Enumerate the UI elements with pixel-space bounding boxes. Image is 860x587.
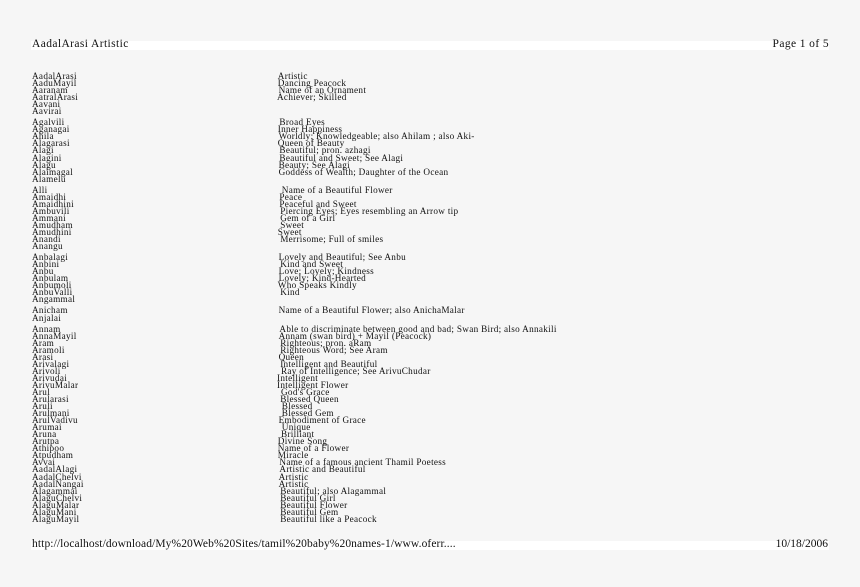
meaning-cell: Peace — [279, 191, 303, 202]
list-item — [32, 323, 832, 334]
meaning-cell: Able to discriminate between good and bad; Swan Bird; also Annakili — [279, 323, 557, 334]
meaning-cell: Miracle — [277, 450, 309, 461]
meaning-cell: Divine Song — [277, 436, 328, 447]
name-cell: Arulmani — [32, 408, 70, 419]
list-item — [32, 344, 832, 355]
meaning-cell: Worldly; Knowledgeable; also Ahilam ; also Aki- — [278, 131, 475, 142]
list-item — [32, 330, 832, 341]
meaning-cell: Intelligent and Beautiful — [280, 358, 378, 369]
name-cell: Aramoli — [32, 344, 65, 355]
name-cell: Aavirai — [32, 106, 62, 117]
list-item — [32, 282, 832, 289]
name-cell: Amudhini — [32, 226, 72, 237]
name-cell: Ahila — [32, 131, 54, 142]
list-item — [32, 478, 832, 489]
meaning-cell: Queen — [278, 351, 305, 362]
list-item — [32, 205, 832, 216]
name-cell: Aaranam — [32, 85, 68, 96]
name-cell: AnbuValli — [32, 287, 73, 298]
list-item — [32, 184, 832, 195]
list-item — [32, 94, 832, 101]
list-item — [32, 80, 832, 87]
meaning-cell: Sweet — [277, 226, 302, 237]
name-cell: ArulVadivu — [32, 415, 78, 426]
name-cell: Amudham — [32, 219, 73, 230]
name-cell: AadalNangai — [32, 478, 84, 489]
meaning-cell: Gem of a Girl — [280, 212, 336, 223]
meaning-cell: Inner Happiness — [277, 124, 343, 135]
list-item — [32, 466, 832, 473]
name-cell: AnnaMayil — [32, 330, 77, 341]
list-item — [32, 417, 832, 424]
name-cell: Amaidhini — [32, 198, 74, 209]
list-item — [32, 403, 832, 410]
name-cell: Avvai — [32, 457, 56, 468]
name-cell: AlaguMani — [32, 506, 77, 517]
name-cell: Aruli — [32, 401, 53, 412]
name-cell: Anbu — [32, 266, 54, 277]
meaning-cell: Peaceful and Sweet — [279, 198, 357, 209]
meaning-cell: Kind — [280, 287, 300, 298]
list-item — [32, 492, 832, 503]
list-item — [32, 212, 832, 223]
name-cell: AlaguMayil — [32, 513, 80, 524]
name-cell: AlaguChelvi — [32, 492, 83, 503]
list-item — [32, 173, 832, 184]
name-cell: AadalChelvi — [32, 471, 82, 482]
list-item — [32, 351, 832, 362]
meaning-cell: Who Speaks Kindly — [277, 280, 357, 291]
list-item — [32, 289, 832, 296]
name-cell: Alagini — [32, 152, 62, 163]
name-cell: AlaguMalar — [32, 499, 80, 510]
meaning-cell: Brilliant — [281, 429, 315, 440]
name-cell: AatralArasi — [32, 92, 79, 103]
list-item — [32, 219, 832, 230]
name-cell: Anangu — [32, 241, 63, 252]
meaning-cell: Blessed Gem — [281, 408, 334, 419]
meaning-cell: Achiever; Skilled — [277, 92, 347, 103]
meaning-cell: Intelligent — [277, 372, 319, 383]
list-item — [32, 396, 832, 403]
meaning-cell: Righteous Word; See Aram — [280, 344, 388, 355]
list-item — [32, 513, 832, 524]
name-cell: Ammani — [32, 212, 66, 223]
meaning-cell: Ray of Intelligence; See ArivuChudar — [281, 365, 431, 376]
list-item — [32, 296, 832, 303]
meaning-cell: Intelligent Flower — [277, 379, 349, 390]
name-cell: Alaimagal — [32, 166, 73, 177]
meaning-cell: Sweet — [280, 219, 305, 230]
name-cell: Aruna — [32, 429, 57, 440]
list-item — [32, 261, 832, 268]
meaning-cell: Love; Lovely; Kindness — [278, 266, 374, 277]
name-cell: Alagammai — [32, 485, 78, 496]
meaning-cell: Artistic — [278, 478, 309, 489]
name-cell: Anbumoli — [32, 280, 72, 291]
name-cell: Annam — [32, 323, 61, 334]
meaning-cell: Name of a Beautiful Flower; also AnichaMalar — [278, 305, 465, 316]
name-cell: Anjalai — [32, 312, 62, 323]
meaning-cell: Kind and Sweet — [280, 259, 344, 270]
list-item — [32, 438, 832, 445]
footer-date: 10/18/2006 — [775, 538, 828, 550]
name-cell: Arutpa — [32, 436, 60, 447]
meaning-cell: Beautiful like a Peacock — [280, 513, 377, 524]
list-item — [32, 140, 832, 147]
meaning-cell: Name of an Ornament — [278, 85, 367, 96]
meaning-cell: Lovely and Beautiful; See Anbu — [278, 252, 406, 263]
meaning-cell: Merrisome; Full of smiles — [280, 234, 384, 245]
meaning-cell: Unique — [281, 422, 311, 433]
list-item — [32, 152, 832, 163]
list-item — [32, 119, 832, 126]
meaning-cell: Lovely; Kind-Hearted — [278, 273, 366, 284]
list-item — [32, 108, 832, 115]
meaning-cell: Queen of Beauty — [277, 138, 345, 149]
meaning-cell: Beautiful Flower — [280, 499, 348, 510]
list-item — [32, 133, 832, 140]
meaning-cell: Beautiful; also Alagammal — [280, 485, 387, 496]
name-cell: Arivalagi — [32, 358, 70, 369]
name-cell: AadalArasi — [32, 71, 77, 81]
name-cell: Alamelu — [32, 173, 66, 184]
name-cell: Alagu — [32, 159, 56, 170]
name-cell: Aram — [32, 337, 55, 348]
name-cell: Arivoli — [32, 365, 61, 376]
list-item — [32, 471, 832, 482]
meaning-cell: Embodiment of Grace — [278, 415, 366, 426]
meaning-cell: Dancing Peacock — [277, 78, 347, 89]
meaning-cell: Blessed — [281, 401, 313, 412]
names-list — [32, 73, 832, 523]
name-cell: Angammal — [32, 294, 76, 305]
list-item — [32, 101, 832, 108]
list-item — [32, 499, 832, 510]
meaning-cell: Beautiful Girl — [280, 492, 336, 503]
list-item — [32, 386, 832, 397]
list-item — [32, 431, 832, 438]
meaning-cell: Name of a Beautiful Flower — [281, 184, 393, 195]
meaning-cell: Piercing Eyes; Eyes resembling an Arrow tip — [280, 205, 459, 216]
name-cell: ArivuMalar — [32, 379, 79, 390]
meaning-cell: God's Grace — [281, 386, 330, 397]
name-cell: Anandi — [32, 234, 61, 245]
meaning-cell: Beautiful and Sweet; See Alagi — [279, 152, 404, 163]
list-item — [32, 243, 832, 250]
name-cell: AaduMayil — [32, 78, 77, 89]
list-item — [32, 312, 832, 323]
list-item — [32, 379, 832, 390]
name-cell: Atpudham — [32, 450, 74, 461]
meaning-cell: Beautiful Gem — [280, 506, 339, 517]
name-cell: Agalvili — [32, 117, 65, 128]
list-item — [32, 73, 832, 80]
list-item — [32, 275, 832, 282]
name-cell: AadalAlagi — [32, 464, 78, 475]
name-cell: Arasi — [32, 351, 54, 362]
list-item — [32, 307, 832, 314]
list-item — [32, 166, 832, 177]
document-title: AadalArasi Artistic — [32, 38, 129, 50]
list-item — [32, 410, 832, 417]
list-item — [32, 87, 832, 94]
name-cell: Alagarasi — [32, 138, 70, 149]
meaning-cell: Artistic — [278, 471, 309, 482]
list-item — [32, 445, 832, 452]
list-item — [32, 254, 832, 261]
page-indicator: Page 1 of 5 — [772, 38, 829, 50]
meaning-cell: Righteous; pron. aRam — [280, 337, 372, 348]
list-item — [32, 372, 832, 383]
name-cell: Arivudai — [32, 372, 68, 383]
name-cell: Anbulam — [32, 273, 69, 284]
name-cell: Ambuvili — [32, 205, 70, 216]
footer-url: http://localhost/download/My%20Web%20Sites/tamil%20baby%20names-1/www.oferr.... — [32, 538, 456, 550]
meaning-cell: Beauty; See Alagi — [278, 159, 351, 170]
meaning-cell: Broad Eyes — [279, 117, 325, 128]
meaning-cell: Artistic — [277, 71, 308, 81]
name-cell: Alagi — [32, 145, 54, 156]
meaning-cell: Annam (swan bird) + Mayil (Peacock) — [278, 330, 432, 341]
name-cell: Alli — [32, 184, 48, 195]
list-item — [32, 358, 832, 369]
meaning-cell: Beautiful; pron. azhagi — [279, 145, 371, 156]
name-cell: Aganagai — [32, 124, 70, 135]
list-item — [32, 337, 832, 348]
name-cell: Anicham — [32, 305, 68, 316]
meaning-cell: Goddess of Wealth; Daughter of the Ocean — [278, 166, 449, 177]
name-cell: Arularasi — [32, 394, 69, 405]
list-item — [32, 506, 832, 517]
name-cell: Anbini — [32, 259, 60, 270]
list-item — [32, 485, 832, 496]
list-item — [32, 459, 832, 466]
name-cell: Amaidhi — [32, 191, 67, 202]
meaning-cell: Blessed Queen — [280, 394, 339, 405]
list-item — [32, 236, 832, 243]
list-item — [32, 147, 832, 154]
list-item — [32, 268, 832, 275]
name-cell: Aavani — [32, 99, 61, 110]
list-item — [32, 191, 832, 202]
meaning-cell: Artistic and Beautiful — [279, 464, 366, 475]
list-item — [32, 226, 832, 237]
meaning-cell: Name of a Flower — [277, 443, 350, 454]
meaning-cell: Name of a famous ancient Thamil Poetess — [279, 457, 447, 468]
name-cell: Anbalagi — [32, 252, 69, 263]
name-cell: Athipoo — [32, 443, 65, 454]
list-item — [32, 365, 832, 376]
list-item — [32, 424, 832, 431]
name-cell: Arul — [32, 386, 51, 397]
name-cell: Arumai — [32, 422, 62, 433]
header-band — [31, 41, 829, 50]
